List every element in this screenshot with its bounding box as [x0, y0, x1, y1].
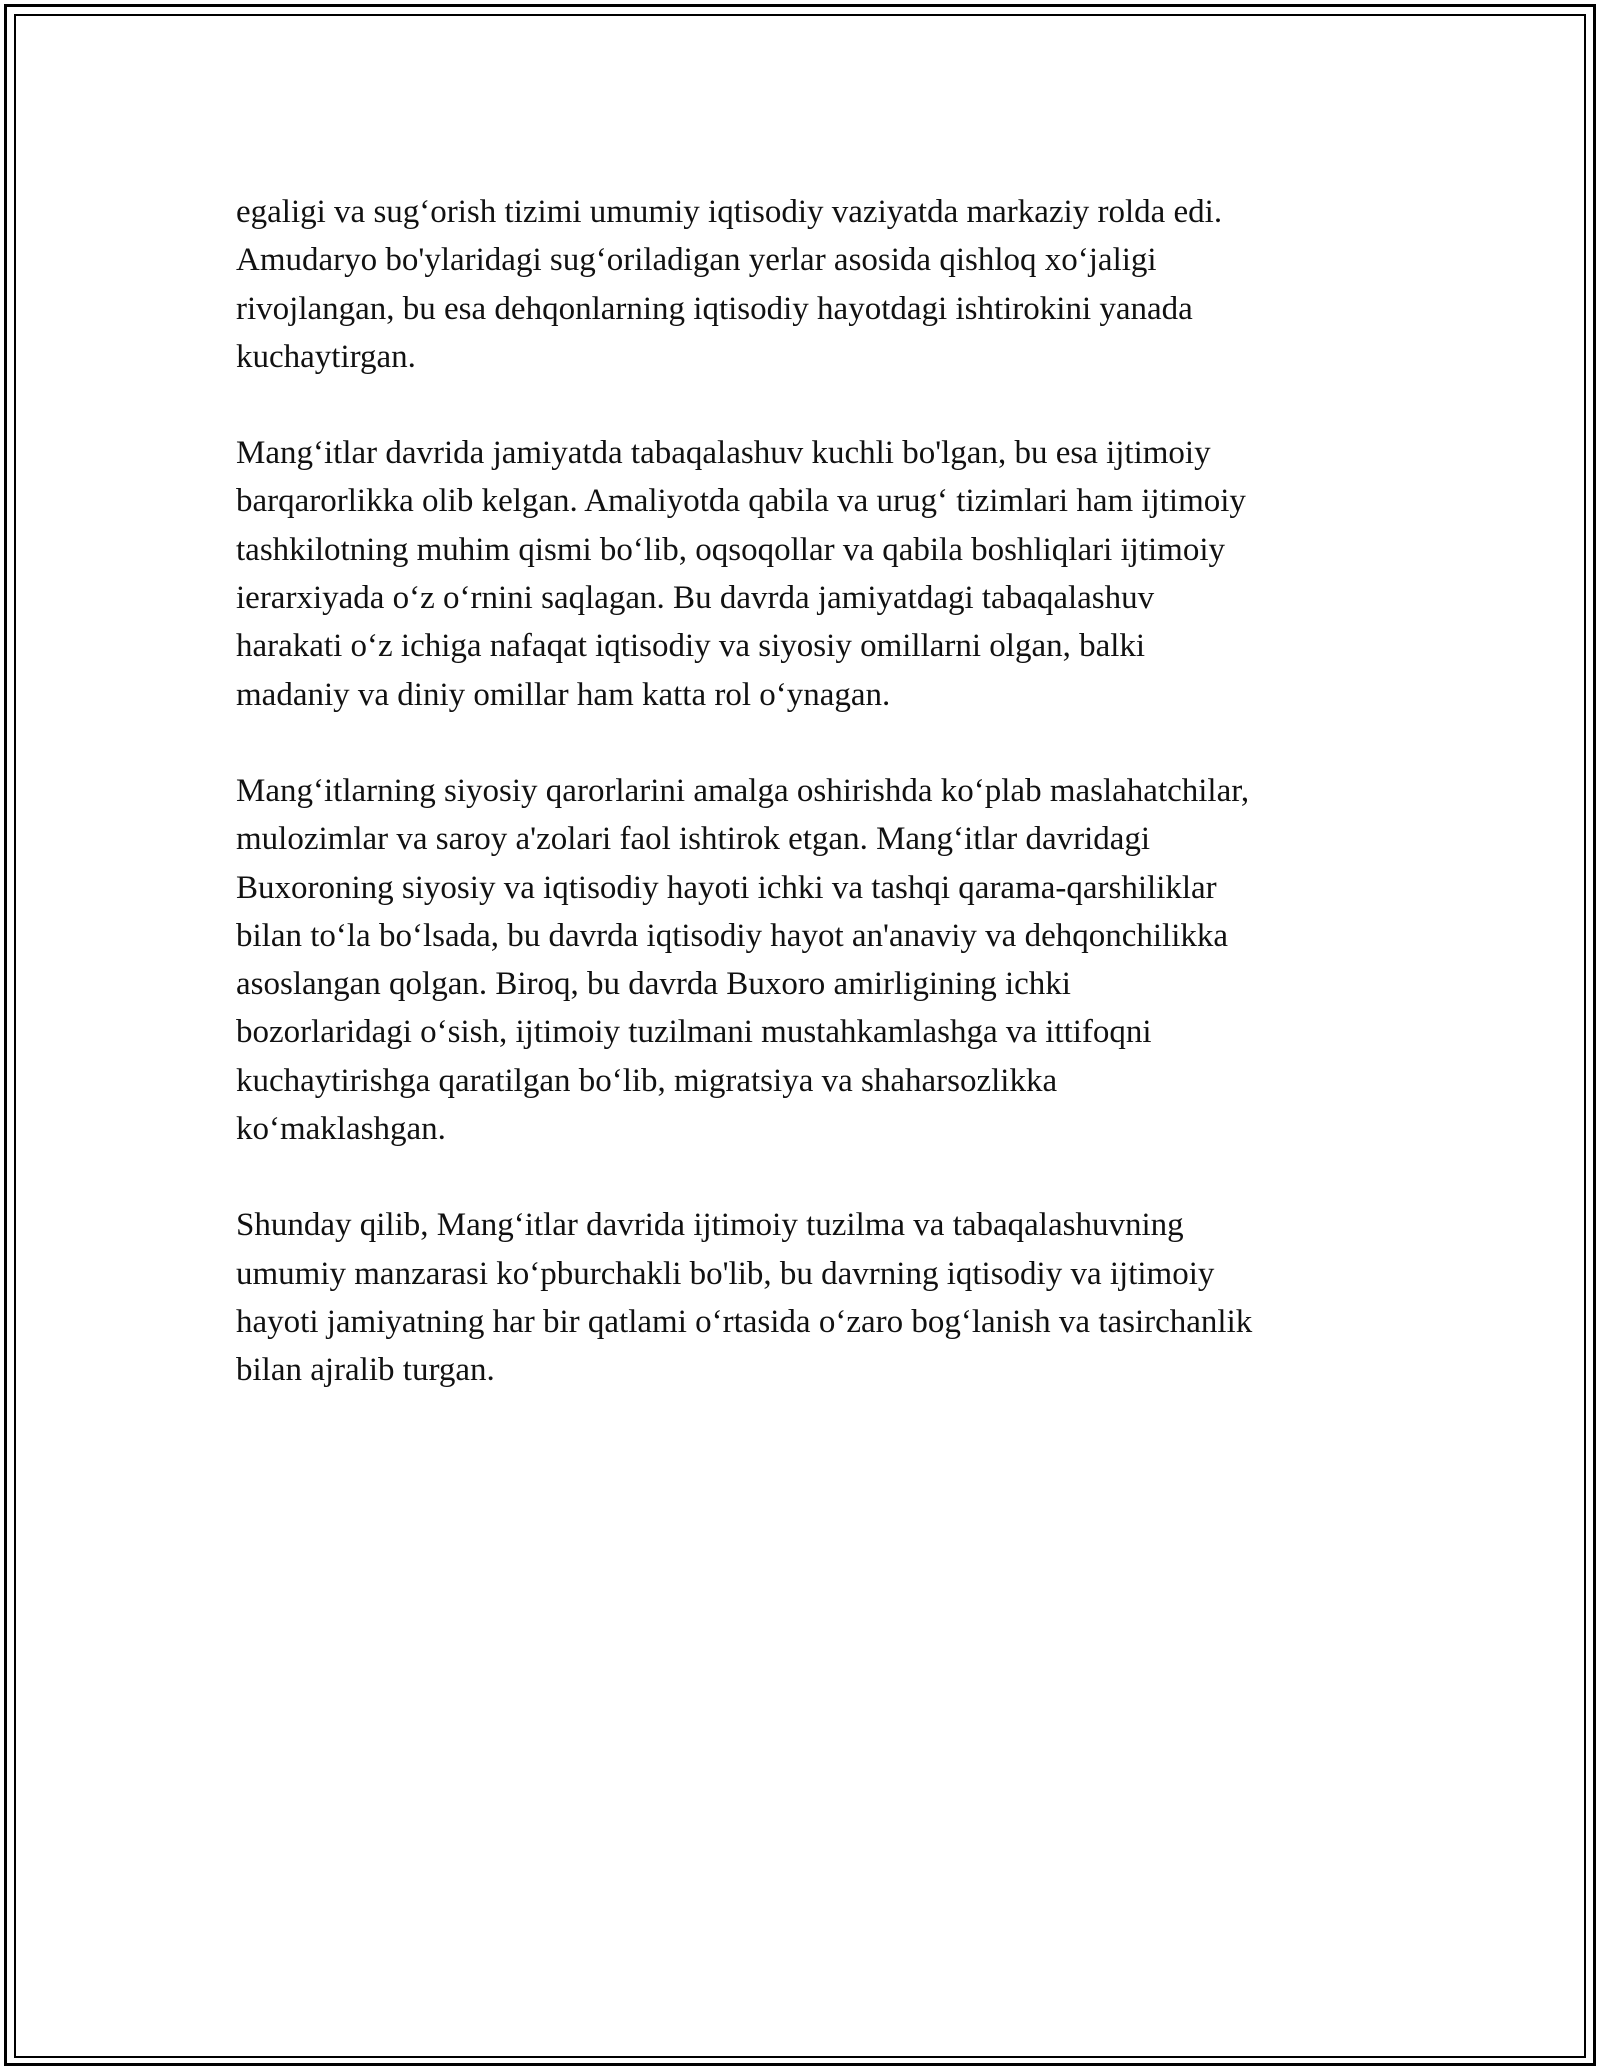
- paragraph-3: Mang‘itlarning siyosiy qarorlarini amalga oshirishda ko‘plab maslahatchilar, mulozimlar va saroy a'zolari faol ishtirok etgan. Mang‘itlar davridagi Buxoroning siyosiy va iqtisodiy hayoti ichki va tashqi qarama-qarshiliklar bilan to‘la bo‘lsada, bu davrda iqtisodiy hayot an'anaviy va dehqonchilikka asoslangan qolgan. Biroq, bu davrda Buxoro amirligining ichki bozorlaridagi o‘sish, ijtimoiy tuzilmani mustahkamlashga va ittifoqni kuchaytirishga qaratilgan bo‘lib, migratsiya va shaharsozlikka ko‘maklashgan.: [236, 772, 1250, 1148]
- paragraph-2: Mang‘itlar davrida jamiyatda tabaqalashuv kuchli bo'lgan, bu esa ijtimoiy barqarorlikka olib kelgan. Amaliyotda qabila va urug‘ tizimlari ham ijtimoiy tashkilotning muhim qismi bo‘lib, oqsoqollar va qabila boshliqlari ijtimoiy ierarxiyada o‘z o‘rnini saqlagan. Bu davrda jamiyatdagi tabaqalashuv harakati o‘z ichiga nafaqat iqtisodiy va siyosiy omillarni olgan, balki madaniy va diniy omillar ham katta rol o‘ynagan.: [236, 435, 1246, 713]
- paragraph-1: egaligi va sug‘orish tizimi umumiy iqtisodiy vaziyatda markaziy rolda edi. Amudaryo bo'ylaridagi sug‘oriladigan yerlar asosida qishloq xo‘jaligi rivojlangan, bu esa dehqonlarning iqtisodiy hayotdagi ishtirokini yanada kuchaytirgan.: [236, 194, 1223, 375]
- paragraph-4: Shunday qilib, Mang‘itlar davrida ijtimoiy tuzilma va tabaqalashuvning umumiy manzarasi ko‘pburchakli bo'lib, bu davrning iqtisodiy va ijtimoiy hayoti jamiyatning har bir qatlami o‘rtasida o‘zaro bog‘lanish va tasirchanlik bilan ajralib turgan.: [236, 1207, 1253, 1389]
- document-body: [236, 188, 1376, 1443]
